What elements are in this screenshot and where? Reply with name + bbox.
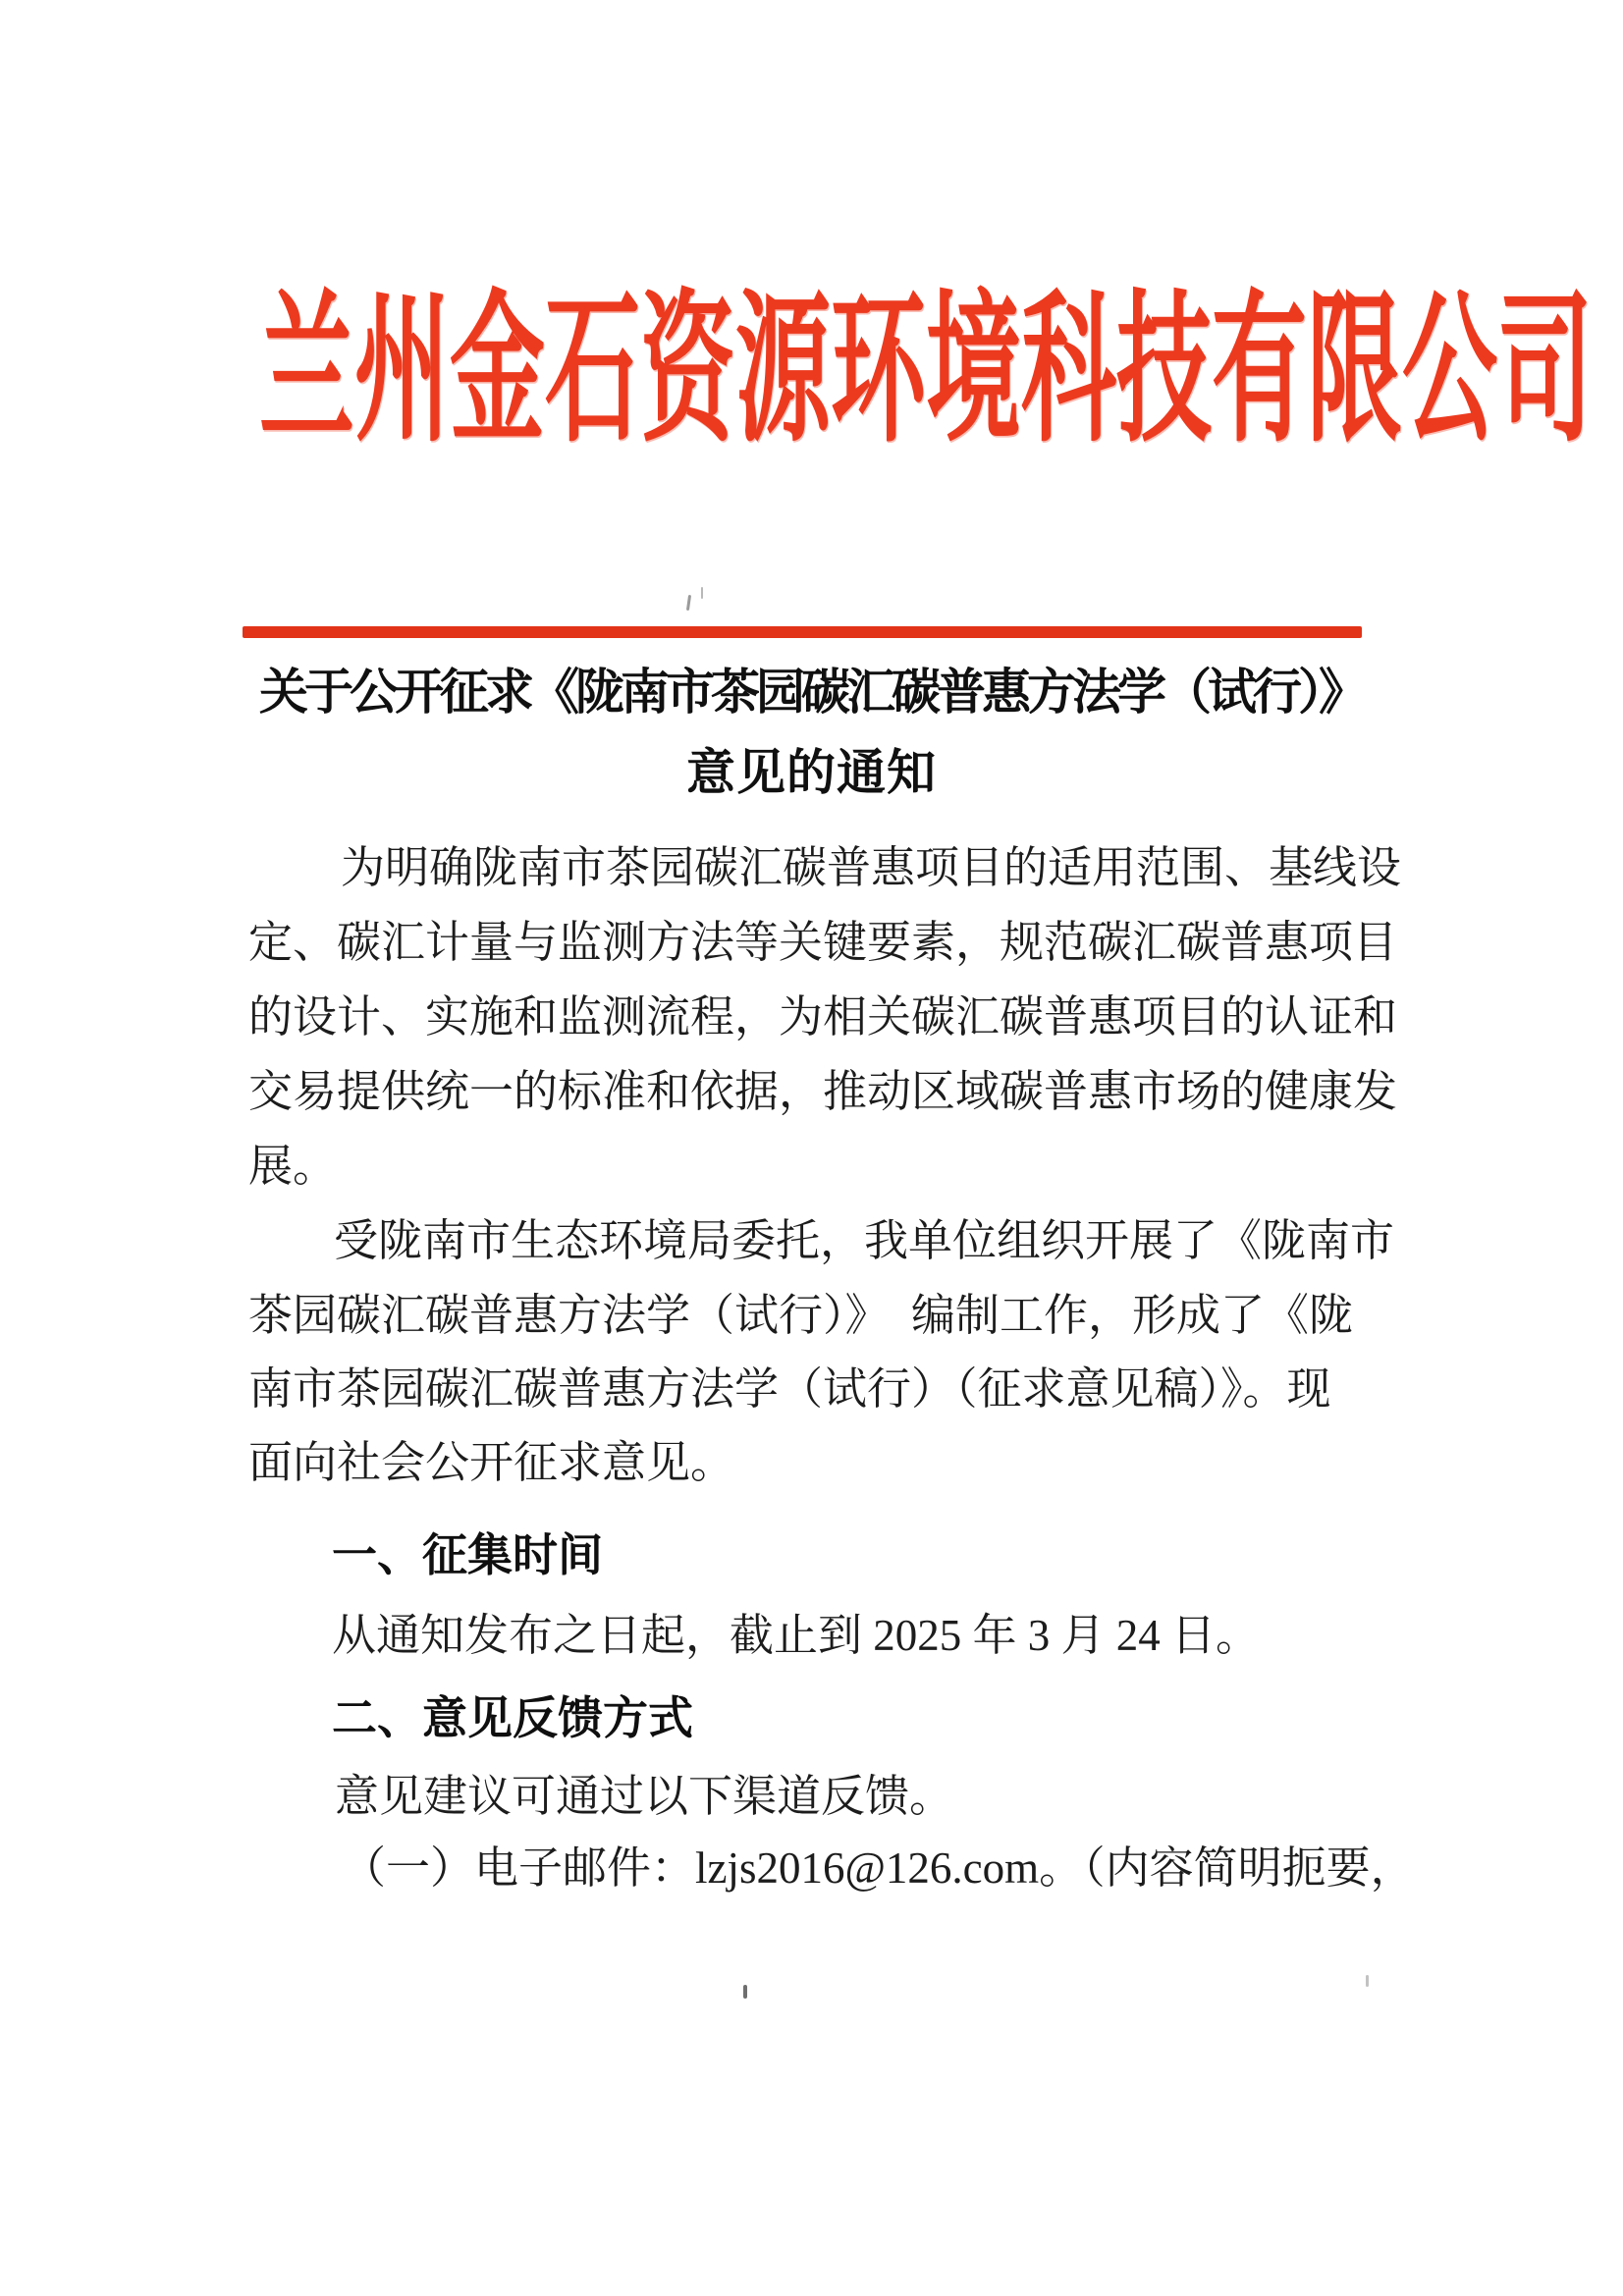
paragraph-1-line-3: 的设计、实施和监测流程，为相关碳汇碳普惠项目的认证和: [248, 992, 1398, 1041]
scan-speck: [701, 587, 703, 599]
document-title-line-1: 关于公开征求《陇南市茶园碳汇碳普惠方法学（试行）》: [259, 665, 1364, 720]
letterhead-rule: [243, 626, 1362, 638]
paragraph-2-line-1: 受陇南市生态环境局委托，我单位组织开展了《陇南市: [334, 1216, 1395, 1265]
paragraph-1-line-1: 为明确陇南市茶园碳汇碳普惠项目的适用范围、基线设: [341, 843, 1402, 892]
paragraph-1-line-4: 交易提供统一的标准和依据，推动区域碳普惠市场的健康发: [248, 1067, 1398, 1116]
paragraph-2-line-2: 茶园碳汇碳普惠方法学（试行）》 编制工作，形成了《陇: [248, 1291, 1354, 1340]
company-letterhead: 兰州金石资源环境科技有限公司: [259, 281, 1593, 462]
scan-speck: [743, 1985, 747, 1999]
paragraph-2-line-4: 面向社会公开征求意见。: [248, 1438, 735, 1487]
paragraph-1-line-2: 定、碳汇计量与监测方法等关键要素，规范碳汇碳普惠项目: [248, 918, 1398, 967]
scan-speck: [686, 595, 691, 611]
scan-speck: [1366, 1975, 1369, 1987]
section-1-line-1: 从通知发布之日起，截止到 2025 年 3 月 24 日。: [332, 1611, 1261, 1660]
section-2-line-2-email: （一）电子邮件：lzjs2016@126.com。（内容简明扼要，: [342, 1843, 1415, 1893]
section-2-line-1: 意见建议可通过以下渠道反馈。: [335, 1772, 954, 1821]
document-title-line-2: 意见的通知: [686, 745, 937, 800]
paragraph-1-line-5: 展。: [248, 1142, 338, 1191]
section-1-heading: 一、征集时间: [332, 1529, 603, 1580]
paragraph-2-line-3: 南市茶园碳汇碳普惠方法学（试行）（征求意见稿）》。现: [248, 1364, 1331, 1414]
section-2-heading: 二、意见反馈方式: [332, 1692, 693, 1743]
